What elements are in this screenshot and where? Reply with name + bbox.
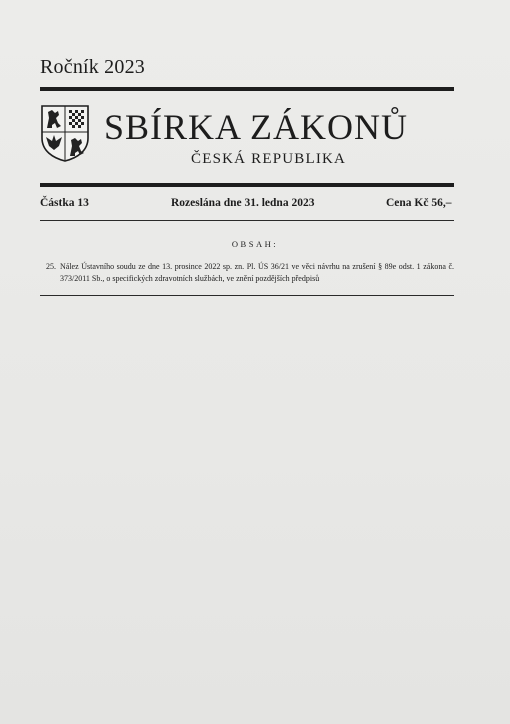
contents-rule — [40, 295, 454, 296]
price: Cena Kč 56,– — [386, 197, 452, 209]
volume-year: Ročník 2023 — [40, 56, 145, 78]
middle-rule — [40, 183, 454, 187]
distribution-date: Rozeslána dne 31. ledna 2023 — [171, 197, 315, 209]
item-number: 25. — [46, 262, 56, 271]
item-text: Nález Ústavního soudu ze dne 13. prosince 2022 sp. zn. Pl. ÚS 36/21 ve věci návrhu na zrušení § 89e odst. 1 zákona č. 373/2011 Sb., o specifických zdravotních službách, ve znění pozdějších předpisů — [60, 262, 454, 283]
meta-rule — [40, 220, 454, 221]
country-name: ČESKÁ REPUBLIKA — [191, 151, 347, 167]
contents-heading: OBSAH: — [231, 239, 279, 249]
part-number: Částka 13 — [40, 197, 89, 209]
gazette-title: SBÍRKA ZÁKONŮ — [104, 107, 409, 147]
top-rule — [40, 87, 454, 91]
coat-of-arms-icon — [40, 104, 90, 162]
